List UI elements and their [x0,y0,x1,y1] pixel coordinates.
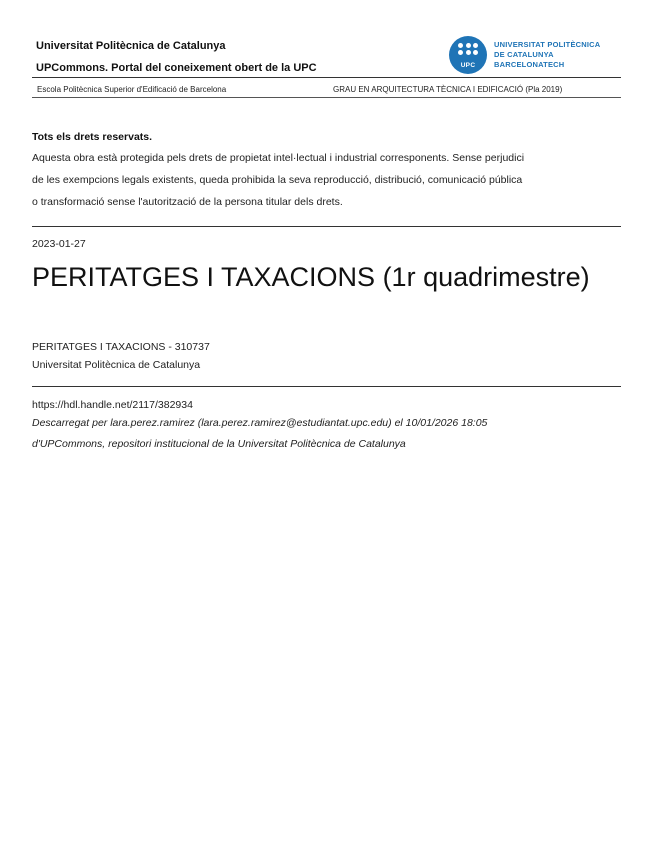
rights-line-1: Aquesta obra està protegida pels drets de propietat intel·lectual i industrial corresponents. Sense perjudici [32,152,525,164]
university-name: Universitat Politècnica de Catalunya [36,40,226,52]
upc-badge-text: UPC [460,62,476,69]
school-name: Escola Politècnica Superior d'Edificació de Barcelona [37,85,227,94]
document-title: PERITATGES I TAXACIONS (1r quadrimestre) [32,262,590,292]
handle-link[interactable]: https://hdl.handle.net/2117/382934 [32,399,193,411]
header-divider [32,77,621,78]
rights-line-3: o transformació sense l'autorització de la persona titular dels drets. [32,196,343,208]
rights-notice [32,147,622,213]
logo-line-1: UNIVERSITAT POLITÈCNICA [494,40,601,49]
course-code: PERITATGES I TAXACIONS - 310737 [32,341,210,353]
download-info-line-1: Descarregat per lara.perez.ramirez (lara.perez.ramirez@estudiantat.upc.edu) el 10/01/2026 18:05 [32,417,488,429]
logo-line-3: BARCELONATECH [494,60,565,69]
rights-title: Tots els drets reservats. [32,131,153,143]
download-info-line-2: d'UPCommons, repositori institucional de la Universitat Politècnica de Catalunya [32,438,406,450]
document-divider [32,386,621,387]
portal-name: UPCommons. Portal del coneixement obert de la UPC [36,62,317,74]
rights-divider [32,226,621,227]
document-date: 2023-01-27 [32,238,86,250]
course-institution: Universitat Politècnica de Catalunya [32,359,201,371]
logo-line-2: DE CATALUNYA [494,50,554,59]
degree-name: GRAU EN ARQUITECTURA TÈCNICA I EDIFICACIÓ (Pla 2019) [333,85,563,94]
rights-line-2: de les exempcions legals existents, queda prohibida la seva reproducció, distribució, comunicació pública [32,174,523,186]
upc-logo-icon [449,36,487,74]
subheader-divider [32,97,621,98]
